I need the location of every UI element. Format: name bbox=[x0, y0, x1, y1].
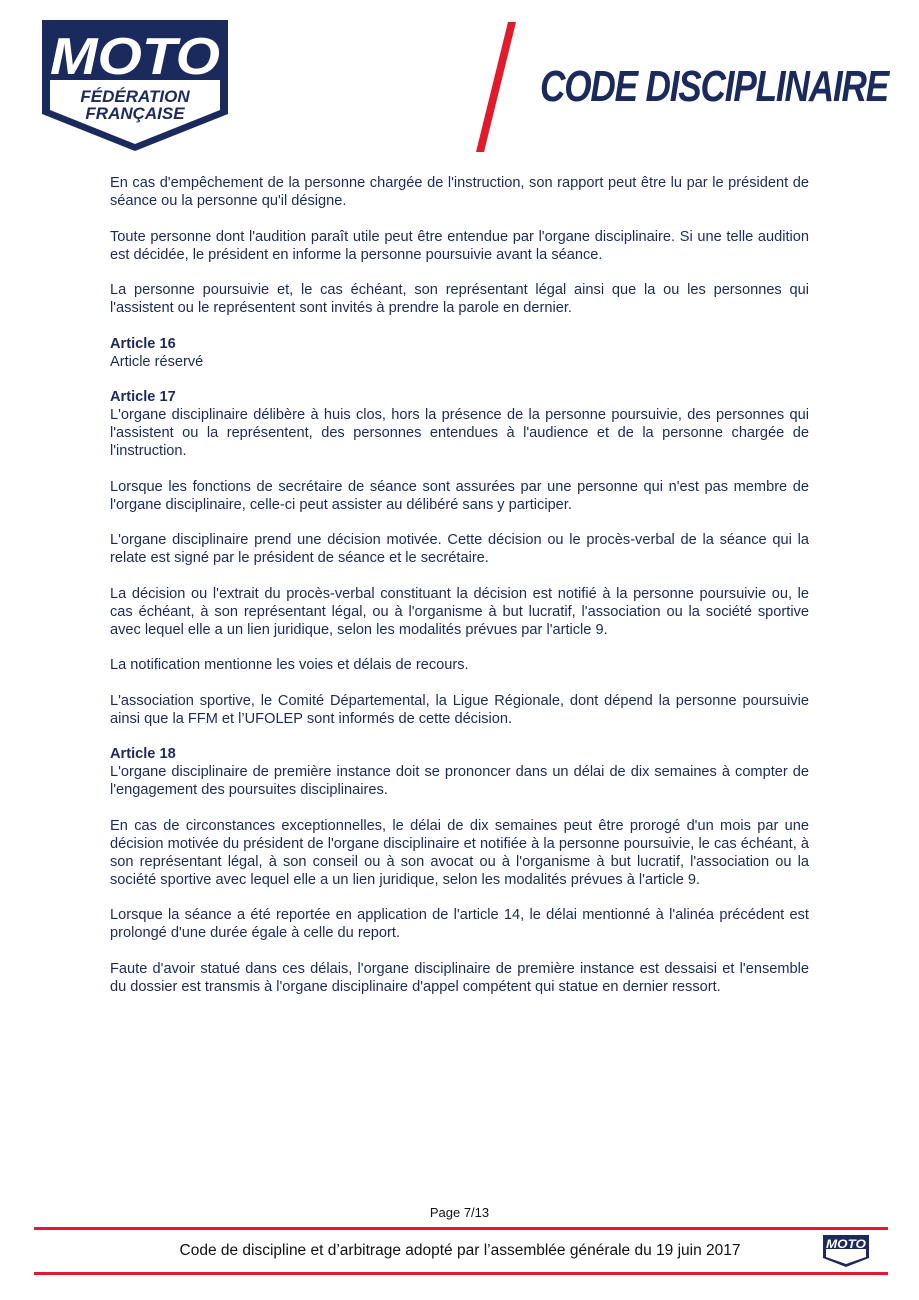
paragraph: La notification mentionne les voies et délais de recours. bbox=[110, 657, 469, 673]
ffm-logo bbox=[40, 18, 230, 153]
paragraph: La décision ou l'extrait du procès-verbal constituant la décision est notifié à la personne poursuivie ou, le cas échéant, à son représentant légal, ou à l'organisme à but lucratif, l'association ou la société sportive avec lequel elle a un lien juridique, selon les modalités prévues par l'article 9. bbox=[110, 585, 809, 638]
paragraph: L'organe disciplinaire délibère à huis clos, hors la présence de la personne poursuivie, des personnes qui l'assistent ou la représentent, des personnes entendues à l'audience et de la personne chargée de l'instruction. bbox=[110, 407, 809, 459]
paragraph: La personne poursuivie et, le cas échéant, son représentant légal ainsi que la ou les personnes qui l'assistent ou le représentent sont invités à prendre la parole en dernier. bbox=[110, 282, 809, 316]
footer-text: Code de discipline et d’arbitrage adopté par l’assemblée générale du 19 juin 2017 bbox=[179, 1242, 741, 1259]
article-17-title: Article 17 bbox=[110, 389, 176, 405]
article-18 bbox=[110, 745, 809, 799]
page-number: Page 7/13 bbox=[429, 1205, 490, 1220]
paragraph: L'organe disciplinaire de première instance doit se prononcer dans un délai de dix semaines à compter de l'engagement des poursuites disciplinaires. bbox=[110, 764, 809, 798]
logo-line2: FRANÇAISE bbox=[85, 104, 185, 123]
paragraph: Lorsque la séance a été reportée en application de l'article 14, le délai mentionné à l'alinéa précédent est prolongé d'une durée égale à celle du report. bbox=[110, 907, 809, 941]
article-16 bbox=[110, 335, 809, 371]
logo-line1: FÉDÉRATION bbox=[80, 87, 190, 106]
paragraph: En cas de circonstances exceptionnelles, le délai de dix semaines peut être prorogé d'un mois par une décision motivée du président de l'organe disciplinaire et notifiée à la personne poursuivie, le cas échéant, à son représentant légal, à son conseil ou à son avocat ou à l'organisme à but lucratif, l'association ou la société sportive avec lequel elle a un lien juridique, selon les modalités prévues à l'article 9. bbox=[110, 817, 809, 888]
paragraph: L'association sportive, le Comité Départemental, la Ligue Régionale, dont dépend la personne poursuivie ainsi que la FFM et l’UFOLEP sont informés de cette décision. bbox=[110, 692, 809, 727]
ffm-mini-logo bbox=[822, 1234, 870, 1268]
document-body bbox=[110, 174, 809, 1013]
article-17 bbox=[110, 388, 809, 460]
paragraph: Lorsque les fonctions de secrétaire de séance sont assurées par une personne qui n'est pas membre de l'organe disciplinaire, celle-ci peut assister au délibéré sans y participer. bbox=[110, 478, 809, 513]
footer-rule-bottom bbox=[34, 1272, 888, 1275]
logo-brand: MOTO bbox=[50, 28, 220, 86]
document-title: CODE DISCIPLINAIRE bbox=[540, 62, 889, 111]
article-18-title: Article 18 bbox=[110, 746, 176, 762]
paragraph: Toute personne dont l'audition paraît utile peut être entendue par l'organe disciplinaire. Si une telle audition est décidée, le président en informe la personne poursuivie avant la séance. bbox=[110, 228, 809, 263]
article-16-title: Article 16 bbox=[110, 335, 176, 352]
red-slash-decoration bbox=[474, 22, 524, 152]
footer-rule-top bbox=[34, 1227, 888, 1230]
paragraph: En cas d'empêchement de la personne chargée de l'instruction, son rapport peut être lu par le président de séance ou la personne qu'il désigne. bbox=[110, 175, 809, 209]
article-16-text: Article réservé bbox=[110, 353, 204, 370]
paragraph: L'organe disciplinaire prend une décision motivée. Cette décision ou le procès-verbal de la séance qui la relate est signé par le président de séance et le secrétaire. bbox=[110, 532, 809, 566]
svg-text:MOTO: MOTO bbox=[826, 1237, 867, 1251]
paragraph: Faute d'avoir statué dans ces délais, l'organe disciplinaire de première instance est dessaisi et l'ensemble du dossier est transmis à l'organe disciplinaire d'appel compétent qui statue en dernier ressort. bbox=[110, 960, 809, 995]
